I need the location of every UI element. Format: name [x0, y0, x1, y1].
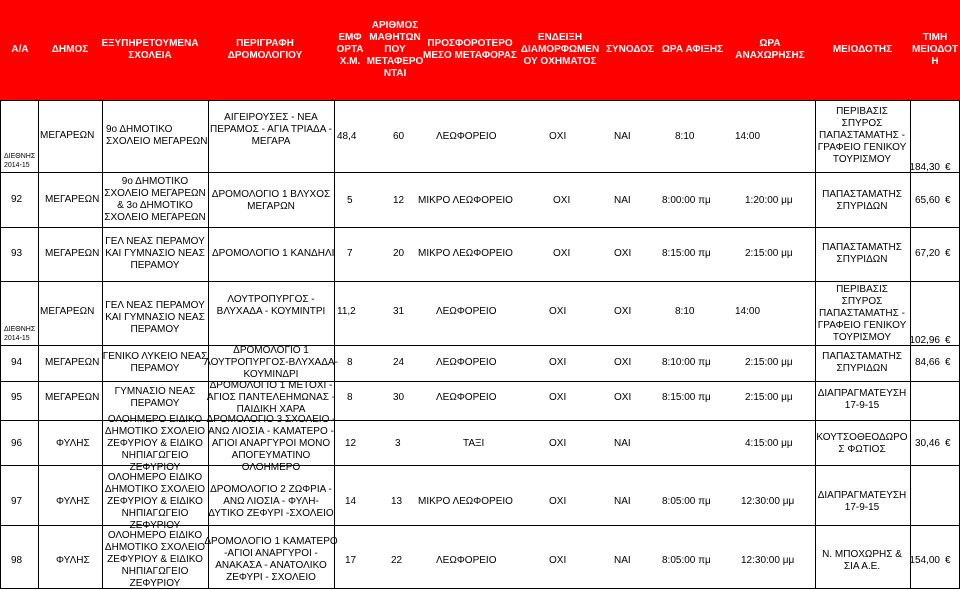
cell-mean: ΜΙΚΡΟ ΛΕΩΦΟΡΕΙΟ [418, 496, 513, 507]
cell-dimos: ΦΥΛΗΣ [56, 555, 90, 566]
cell-km: 17 [345, 555, 357, 566]
header-config: ΕΝΔΕΙΞΗ ΔΙΑΜΟΡΦΩΜΕΝ ΟΥ ΟΧΗΜΑΤΟΣ [520, 32, 600, 67]
diethnis-label: ΔΙΕΘΝΗΣ 2014-15 [4, 326, 36, 342]
cell-contractor: ΠΕΡΙΒΑΣΙΣ ΣΠΥΡΟΣ ΠΑΠΑΣΤΑΜΑΤΗΣ - ΓΡΑΦΕΙΟ ΓΕΝΙΚΟΥ ΤΟΥΡΙΣΜΟΥ [817, 106, 907, 165]
cell-contractor: ΚΟΥΤΣΟΘΕΟΔΩΡΟ Σ ΦΩΤΙΟΣ [816, 432, 908, 455]
cell-departure: 2:15:00 μμ [745, 357, 793, 368]
cell-contractor: ΔΙΑΠΡΑΓΜΑΤΕΥΣΗ 17-9-15 [817, 388, 907, 411]
cell-km: 11,2 [337, 306, 356, 317]
cell-aa: 98 [11, 555, 23, 566]
table-header [0, 0, 960, 100]
header-students: ΑΡΙΘΜΟΣ ΜΑΘΗΤΩΝ ΠΟΥ ΜΕΤΑΦΕΡΟ ΝΤΑΙ [366, 20, 424, 79]
cell-aa: 96 [11, 438, 23, 449]
cell-config: ΟΧΙ [549, 357, 567, 368]
cell-arrival: 8:00:00 πμ [662, 195, 711, 206]
header-arrival: ΩΡΑ ΑΦΙΞΗΣ [661, 44, 724, 55]
cell-config: ΟΧΙ [553, 248, 571, 259]
cell-escort: ΝΑΙ [614, 496, 631, 507]
header-mean: ΠΡΟΣΦΟΡΟΤΕΡΟ ΜΕΣΟ ΜΕΤΑΦΟΡΑΣ [422, 38, 517, 61]
cell-aa: 92 [11, 194, 23, 205]
cell-km: 14 [345, 496, 357, 507]
cell-route: ΑΙΓΕΙΡΟΥΣΕΣ - ΝΕΑ ΠΕΡΑΜΟΣ - ΑΓΙΑ ΤΡΙΑΔΑ - ΜΕΓΑΡΑ [210, 112, 332, 147]
cell-students: 24 [393, 357, 405, 368]
cell-price: 67,20 [914, 248, 940, 259]
cell-dimos: ΜΕΓΑΡΕΩΝ [45, 392, 100, 403]
cell-escort: ΟΧΙ [614, 248, 632, 259]
cell-departure: 2:15:00 μμ [745, 392, 793, 403]
cell-mean: ΛΕΩΦΟΡΕΙΟ [436, 555, 497, 566]
cell-dimos: ΜΕΓΑΡΕΩΝ [45, 248, 100, 259]
cell-schools: 9ο ΔΗΜΟΤΙΚΟ ΣΧΟΛΕΙΟ ΜΕΓΑΡΕΩΝ [106, 124, 208, 147]
cell-aa: 97 [11, 496, 23, 507]
cell-aa: 94 [11, 357, 23, 368]
cell-route: ΔΡΟΜΟΛΟΓΙΟ 1 ΛΟΥΤΡΟΠΥΡΓΟΣ-ΒΛΥΧΑΔΑ- ΚΟΥΜΙΝΔΡΙ [204, 345, 338, 380]
cell-students: 13 [391, 496, 403, 507]
cell-departure: 12:30:00 μμ [741, 496, 795, 507]
cell-students: 3 [395, 438, 401, 449]
cell-escort: ΟΧΙ [614, 357, 632, 368]
cell-dimos: ΦΥΛΗΣ [56, 496, 90, 507]
cell-schools: ΓΕΝΙΚΟ ΛΥΚΕΙΟ ΝΕΑΣ ΠΕΡΑΜΟΥ [102, 351, 208, 374]
cell-price: 65,60 [914, 195, 940, 206]
cell-config: ΟΧΙ [549, 306, 567, 317]
cell-contractor: ΔΙΑΠΡΑΓΜΑΤΕΥΣΗ 17-9-15 [817, 490, 907, 513]
cell-departure: 4:15:00 μμ [745, 438, 793, 449]
cell-mean: ΜΙΚΡΟ ΛΕΩΦΟΡΕΙΟ [418, 195, 513, 206]
header-km: ΕΜΦ ΟΡΤΑ Χ.Μ. [336, 32, 364, 67]
cell-km: 7 [347, 248, 353, 259]
cell-km: 8 [347, 357, 353, 368]
cell-dimos: ΜΕΓΑΡΕΩΝ [40, 130, 95, 141]
cell-config: ΟΧΙ [549, 555, 567, 566]
header-departure: ΩΡΑ ΑΝΑΧΩΡΗΣΗΣ [735, 38, 805, 61]
cell-contractor: ΠΕΡΙΒΑΣΙΣ ΣΠΥΡΟΣ ΠΑΠΑΣΤΑΜΑΤΗΣ - ΓΡΑΦΕΙΟ ΓΕΝΙΚΟΥ ΤΟΥΡΙΣΜΟΥ [817, 284, 907, 343]
cell-schools: ΓΕΛ ΝΕΑΣ ΠΕΡΑΜΟΥ ΚΑΙ ΓΥΜΝΑΣΙΟ ΝΕΑΣ ΠΕΡΑΜΟΥ [105, 236, 205, 271]
cell-route: ΔΡΟΜΟΛΟΓΙΟ 1 ΚΑΜΑΤΕΡΟ -ΑΓΙΟΙ ΑΝΑΡΓΥΡΟΙ - ΑΝΑΚΑΣΑ - ΑΝΑΤΟΛΙΚΟ ΖΕΦΥΡΙ - ΣΧΟΛΕΙΟ [204, 536, 338, 583]
header-price: ΤΙΜΗ ΜΕΙΟΔΟΤ Η [911, 32, 959, 67]
cell-students: 60 [393, 131, 405, 142]
cell-dimos: ΜΕΓΑΡΕΩΝ [45, 357, 100, 368]
cell-config: ΟΧΙ [549, 392, 567, 403]
cell-escort: ΝΑΙ [614, 438, 631, 449]
cell-mean: ΛΕΩΦΟΡΕΙΟ [436, 131, 497, 142]
euro-sign: € [945, 357, 951, 368]
cell-departure: 14:00 [735, 131, 761, 142]
euro-sign: € [945, 555, 951, 566]
cell-price: 184,30 [909, 162, 940, 173]
cell-price: 84,66 [914, 357, 940, 368]
cell-arrival: 8:10 [675, 306, 695, 317]
diethnis-label: ΔΙΕΘΝΗΣ 2014-15 [4, 153, 36, 169]
cell-route: ΔΡΟΜΟΛΟΓΙΟ 1 ΒΛΥΧΟΣ ΜΕΓΑΡΩΝ [211, 189, 331, 212]
cell-dimos: ΜΕΓΑΡΕΩΝ [40, 306, 95, 317]
cell-departure: 2:15:00 μμ [745, 248, 793, 259]
euro-sign: € [945, 162, 951, 173]
cell-arrival: 8:05:00 πμ [662, 496, 711, 507]
cell-departure: 1:20:00 μμ [745, 195, 793, 206]
cell-escort: ΟΧΙ [614, 392, 632, 403]
cell-mean: ΛΕΩΦΟΡΕΙΟ [436, 306, 497, 317]
cell-arrival: 8:15:00 πμ [662, 248, 711, 259]
header-aa: Α/Α [11, 44, 29, 55]
cell-km: 5 [347, 195, 353, 206]
cell-arrival: 8:10:00 πμ [662, 357, 711, 368]
cell-aa: 95 [11, 392, 23, 403]
cell-route: ΛΟΥΤΡΟΠΥΡΓΟΣ - ΒΛΥΧΑΔΑ - ΚΟΥΜΙΝΤΡΙ [216, 294, 326, 317]
cell-mean: ΤΑΞΙ [463, 438, 485, 449]
cell-departure: 14:00 [735, 306, 761, 317]
cell-mean: ΛΕΩΦΟΡΕΙΟ [436, 392, 497, 403]
cell-price: 102,96 [909, 335, 940, 346]
header-contractor: ΜΕΙΟΔΟΤΗΣ [832, 44, 893, 55]
cell-escort: ΝΑΙ [614, 555, 631, 566]
cell-arrival: 8:10 [675, 131, 695, 142]
cell-escort: ΝΑΙ [614, 195, 631, 206]
cell-schools: ΟΛΟΗΜΕΡΟ ΕΙΔΙΚΟ ΔΗΜΟΤΙΚΟ ΣΧΟΛΕΙΟ ΖΕΦΥΡΙΟΥ & ΕΙΔΙΚΟ ΝΗΠΙΑΓΩΓΕΙΟ ΖΕΦΥΡΙΟΥ [104, 414, 206, 473]
header-dimos: ΔΗΜΟΣ [51, 44, 89, 55]
cell-schools: ΓΕΛ ΝΕΑΣ ΠΕΡΑΜΟΥ ΚΑΙ ΓΥΜΝΑΣΙΟ ΝΕΑΣ ΠΕΡΑΜΟΥ [105, 300, 205, 335]
cell-aa: 93 [11, 248, 23, 259]
cell-mean: ΜΙΚΡΟ ΛΕΩΦΟΡΕΙΟ [418, 248, 513, 259]
cell-route: ΔΡΟΜΟΛΟΓΙΟ 1 ΚΑΝΔΗΛΙ [212, 248, 335, 259]
cell-students: 22 [391, 555, 403, 566]
cell-departure: 12:30:00 μμ [741, 555, 795, 566]
cell-config: ΟΧΙ [553, 195, 571, 206]
header-escort: ΣΥΝΟΔΟΣ [605, 44, 655, 55]
euro-sign: € [945, 195, 951, 206]
euro-sign: € [945, 335, 951, 346]
header-schools: ΕΞΥΠΗΡΕΤΟΥΜΕΝΑ ΣΧΟΛΕΙΑ [101, 38, 199, 61]
cell-km: 12 [345, 438, 357, 449]
euro-sign: € [945, 248, 951, 259]
cell-students: 20 [393, 248, 405, 259]
header-route: ΠΕΡΙΓΡΑΦΗ ΔΡΟΜΟΛΟΓΙΟΥ [227, 38, 303, 61]
cell-contractor: Ν. ΜΠΟΧΩΡΗΣ & ΣΙΑ Α.Ε. [822, 549, 902, 572]
cell-students: 30 [393, 392, 405, 403]
euro-sign: € [945, 438, 951, 449]
cell-route: ΔΡΟΜΟΛΟΓΙΟ 2 ΖΩΦΡΙΑ - ΑΝΩ ΛΙΟΣΙΑ - ΦΥΛΗ- ΔΥΤΙΚΟ ΖΕΦΥΡΙ -ΣΧΟΛΕΙΟ [208, 484, 334, 519]
cell-students: 12 [393, 195, 405, 206]
cell-price: 30,46 [914, 438, 940, 449]
cell-schools: ΟΛΟΗΜΕΡΟ ΕΙΔΙΚΟ ΔΗΜΟΤΙΚΟ ΣΧΟΛΕΙΟ ΖΕΦΥΡΙΟΥ & ΕΙΔΙΚΟ ΝΗΠΙΑΓΩΓΕΙΟ ΖΕΦΥΡΙΟΥ [104, 530, 206, 589]
cell-price: 154,00 [909, 555, 940, 566]
cell-route: ΔΡΟΜΟΛΟΓΙΟ 1 ΜΕΤΟΧΙ - ΑΓΙΟΣ ΠΑΝΤΕΛΕΗΜΩΝΑΣ - ΠΑΙΔΙΚΗ ΧΑΡΑ [206, 380, 336, 415]
cell-km: 8 [347, 392, 353, 403]
cell-schools: ΟΛΟΗΜΕΡΟ ΕΙΔΙΚΟ ΔΗΜΟΤΙΚΟ ΣΧΟΛΕΙΟ ΖΕΦΥΡΙΟΥ & ΕΙΔΙΚΟ ΝΗΠΙΑΓΩΓΕΙΟ ΖΕΦΥΡΙΟΥ [104, 472, 206, 531]
cell-schools: 9ο ΔΗΜΟΤΙΚΟ ΣΧΟΛΕΙΟ ΜΕΓΑΡΕΩΝ & 3ο ΔΗΜΟΤΙΚΟ ΣΧΟΛΕΙΟ ΜΕΓΑΡΕΩΝ [104, 176, 206, 223]
cell-arrival: 8:15:00 πμ [662, 392, 711, 403]
cell-config: ΟΧΙ [549, 438, 567, 449]
cell-route: ΔΡΟΜΟΛΟΓΙΟ 3 ΣΧΟΛΕΙΟ - ΑΝΩ ΛΙΟΣΙΑ - ΚΑΜΑΤΕΡΟ - ΑΓΙΟΙ ΑΝΑΡΓΥΡΟΙ ΜΟΝΟ ΑΠΟΓΕΥΜΑΤΙΝΟ ΟΛΟΗΜΕΡΟ [206, 414, 336, 473]
cell-escort: ΝΑΙ [614, 131, 631, 142]
cell-schools: ΓΥΜΝΑΣΙΟ ΝΕΑΣ ΠΕΡΑΜΟΥ [114, 386, 196, 409]
cell-dimos: ΜΕΓΑΡΕΩΝ [45, 194, 100, 205]
cell-config: ΟΧΙ [549, 131, 567, 142]
cell-km: 48,4 [337, 131, 357, 142]
cell-arrival: 8:05:00 πμ [662, 555, 711, 566]
cell-config: ΟΧΙ [549, 496, 567, 507]
cell-escort: ΟΧΙ [614, 306, 632, 317]
cell-students: 31 [393, 306, 405, 317]
cell-contractor: ΠΑΠΑΣΤΑΜΑΤΗΣ ΣΠΥΡΙΔΩΝ [822, 189, 902, 212]
cell-mean: ΛΕΩΦΟΡΕΙΟ [436, 357, 497, 368]
cell-contractor: ΠΑΠΑΣΤΑΜΑΤΗΣ ΣΠΥΡΙΔΩΝ [822, 351, 902, 374]
cell-dimos: ΦΥΛΗΣ [56, 438, 90, 449]
cell-contractor: ΠΑΠΑΣΤΑΜΑΤΗΣ ΣΠΥΡΙΔΩΝ [822, 242, 902, 265]
